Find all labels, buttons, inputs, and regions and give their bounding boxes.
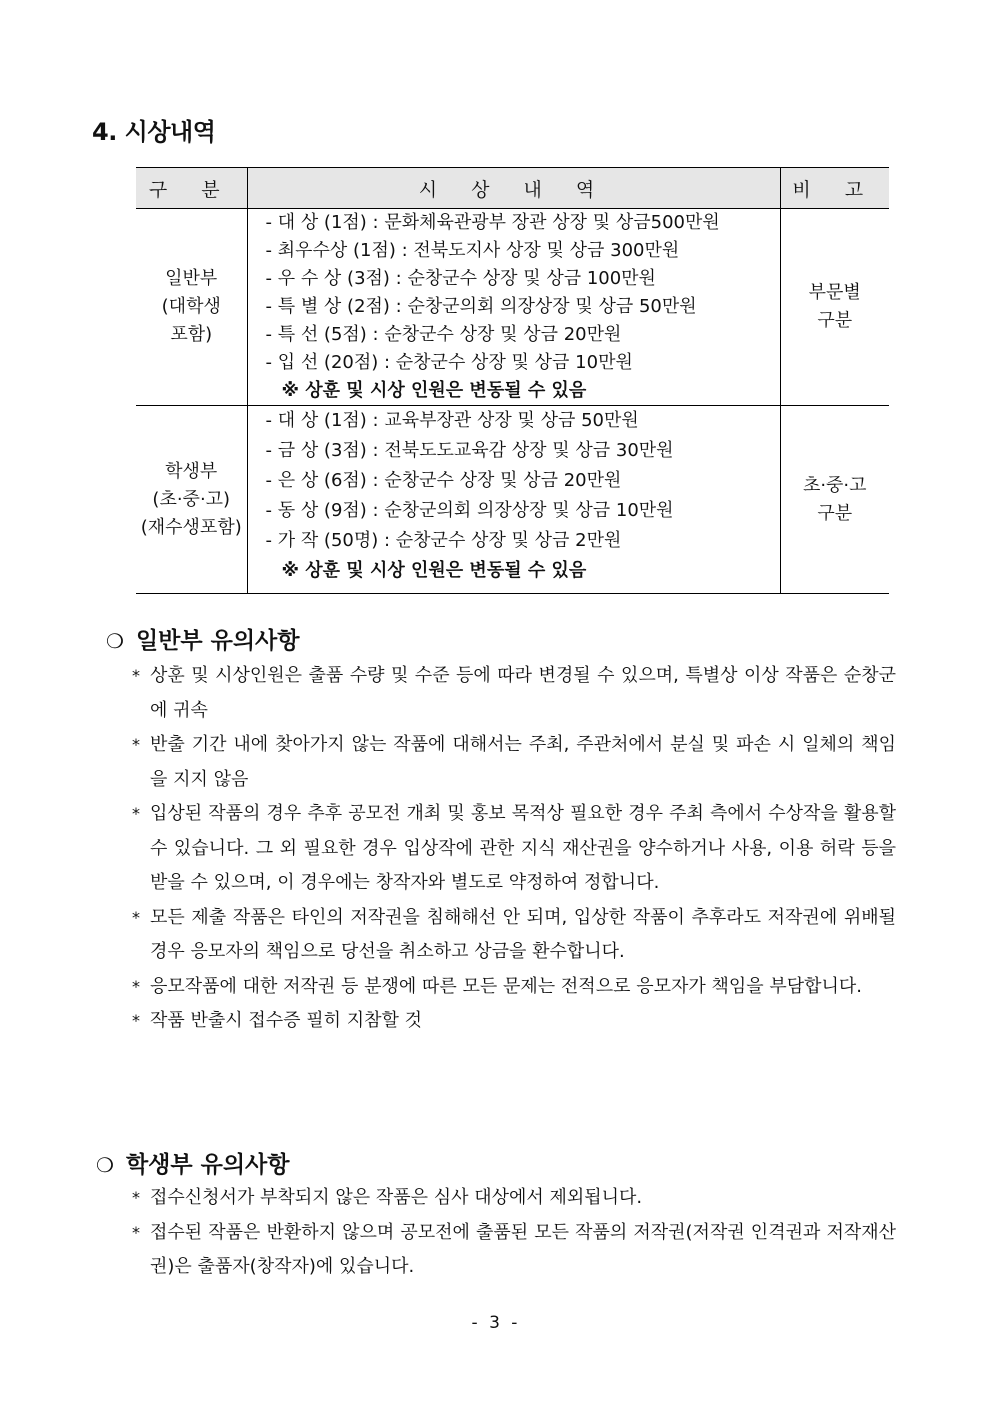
list-item-text: 작품 반출시 접수증 필히 지참할 것 <box>150 1010 423 1031</box>
list-item <box>132 1004 896 1039</box>
asterisk-icon: * <box>132 976 140 996</box>
award-note: ※ 상훈 및 시상 인원은 변동될 수 있음 <box>281 560 587 581</box>
table-row <box>136 209 889 406</box>
student-notice-heading <box>96 1146 289 1179</box>
remark-line: 초·중·고 <box>802 474 867 496</box>
asterisk-icon: * <box>132 1222 140 1242</box>
list-item <box>132 1181 896 1216</box>
remark-line: 구분 <box>817 502 853 524</box>
asterisk-icon: * <box>132 1188 140 1207</box>
list-item-text: 응모작품에 대한 저작권 등 분쟁에 따른 모든 문제는 전적으로 응모자가 책임을 부담합니다. <box>150 975 863 997</box>
division-line: (대학생 <box>161 296 221 317</box>
remark-line: 구분 <box>817 310 853 331</box>
list-item <box>132 728 896 797</box>
asterisk-icon: * <box>132 666 140 685</box>
list-item-text: 입상된 작품의 경우 추후 공모전 개최 및 홍보 목적상 필요한 경우 주최 측에서 수상작을 활용할 수 있습니다. 그 외 필요한 경우 입상작에 관한 지식 재산권을 양수하거나 사용, 이용 허락 등을 받을 수 있으며, 이 경우에는 창작자와 별도로 약정하여 정합니다. <box>150 803 896 893</box>
award-line: - 대 상 (1점) : 문화체육관광부 장관 상장 및 상금500만원 <box>265 212 720 233</box>
list-item <box>132 901 896 970</box>
page-number: - 3 - <box>471 1313 521 1333</box>
division-line: (초·중·고) <box>152 488 231 510</box>
awards-cell <box>247 209 780 406</box>
list-item-text: 상훈 및 시상인원은 출품 수량 및 수준 등에 따라 변경될 수 있으며, 특별상 이상 작품은 순창군에 귀속 <box>150 665 896 721</box>
list-item-text: 접수신청서가 부착되지 않은 작품은 심사 대상에서 제외됩니다. <box>150 1187 643 1208</box>
award-line: - 금 상 (3점) : 전북도도교육감 상장 및 상금 30만원 <box>265 440 674 461</box>
list-item-text: 반출 기간 내에 찾아가지 않는 작품에 대해서는 주최, 주관처에서 분실 및 파손 시 일체의 책임을 지지 않음 <box>150 734 896 790</box>
award-note: ※ 상훈 및 시상 인원은 변동될 수 있음 <box>281 380 587 401</box>
division-line: 학생부 <box>165 460 218 482</box>
asterisk-icon: * <box>132 804 140 823</box>
list-item <box>132 659 896 728</box>
division-cell <box>136 209 247 406</box>
table-header-row <box>136 168 889 209</box>
circle-bullet-icon: ❍ <box>106 629 124 653</box>
list-item <box>132 970 896 1005</box>
list-item <box>132 1216 896 1285</box>
division-line: (재수생포함) <box>140 516 242 538</box>
remark-cell <box>780 406 889 594</box>
remark-cell <box>780 209 889 406</box>
general-notice-list <box>132 659 896 1039</box>
award-line: - 우 수 상 (3점) : 순창군수 상장 및 상금 100만원 <box>265 268 656 289</box>
division-cell <box>136 406 247 594</box>
award-line: - 동 상 (9점) : 순창군의회 의장상장 및 상금 10만원 <box>265 500 674 521</box>
division-line: 일반부 <box>165 268 218 289</box>
asterisk-icon: * <box>132 735 140 754</box>
division-line: 포함) <box>170 324 213 345</box>
awards-cell <box>247 406 780 594</box>
award-line: - 대 상 (1점) : 교육부장관 상장 및 상금 50만원 <box>265 410 639 431</box>
asterisk-icon: * <box>132 1011 140 1030</box>
award-line: - 특 선 (5점) : 순창군수 상장 및 상금 20만원 <box>265 324 622 345</box>
award-line: - 은 상 (6점) : 순창군수 상장 및 상금 20만원 <box>265 470 622 491</box>
header-remark: 비 고 <box>780 168 889 209</box>
section-title: 4. 시상내역 <box>92 118 216 146</box>
award-line: - 입 선 (20점) : 순창군수 상장 및 상금 10만원 <box>265 352 633 373</box>
header-awards: 시 상 내 역 <box>247 168 780 209</box>
circle-bullet-icon: ❍ <box>96 1153 114 1177</box>
awards-table <box>136 167 889 594</box>
table-row <box>136 406 889 594</box>
general-notice-title: 일반부 유의사항 <box>135 628 300 654</box>
list-item-text: 접수된 작품은 반환하지 않으며 공모전에 출품된 모든 작품의 저작권(저작권 인격권과 저작재산권)은 출품자(창작자)에 있습니다. <box>150 1221 896 1277</box>
award-line: - 특 별 상 (2점) : 순창군의회 의장상장 및 상금 50만원 <box>265 296 697 317</box>
student-notice-list <box>132 1181 896 1285</box>
header-division: 구 분 <box>136 168 247 209</box>
award-line: - 가 작 (50명) : 순창군수 상장 및 상금 2만원 <box>265 530 622 551</box>
asterisk-icon: * <box>132 907 140 927</box>
student-notice-title: 학생부 유의사항 <box>125 1152 290 1178</box>
remark-line: 부문별 <box>808 282 861 303</box>
award-line: - 최우수상 (1점) : 전북도지사 상장 및 상금 300만원 <box>265 240 680 261</box>
list-item-text: 모든 제출 작품은 타인의 저작권을 침해해선 안 되며, 입상한 작품이 추후라도 저작권에 위배될 경우 응모자의 책임으로 당선을 취소하고 상금을 환수합니다. <box>150 906 896 962</box>
general-notice-heading <box>106 622 299 655</box>
list-item <box>132 797 896 901</box>
